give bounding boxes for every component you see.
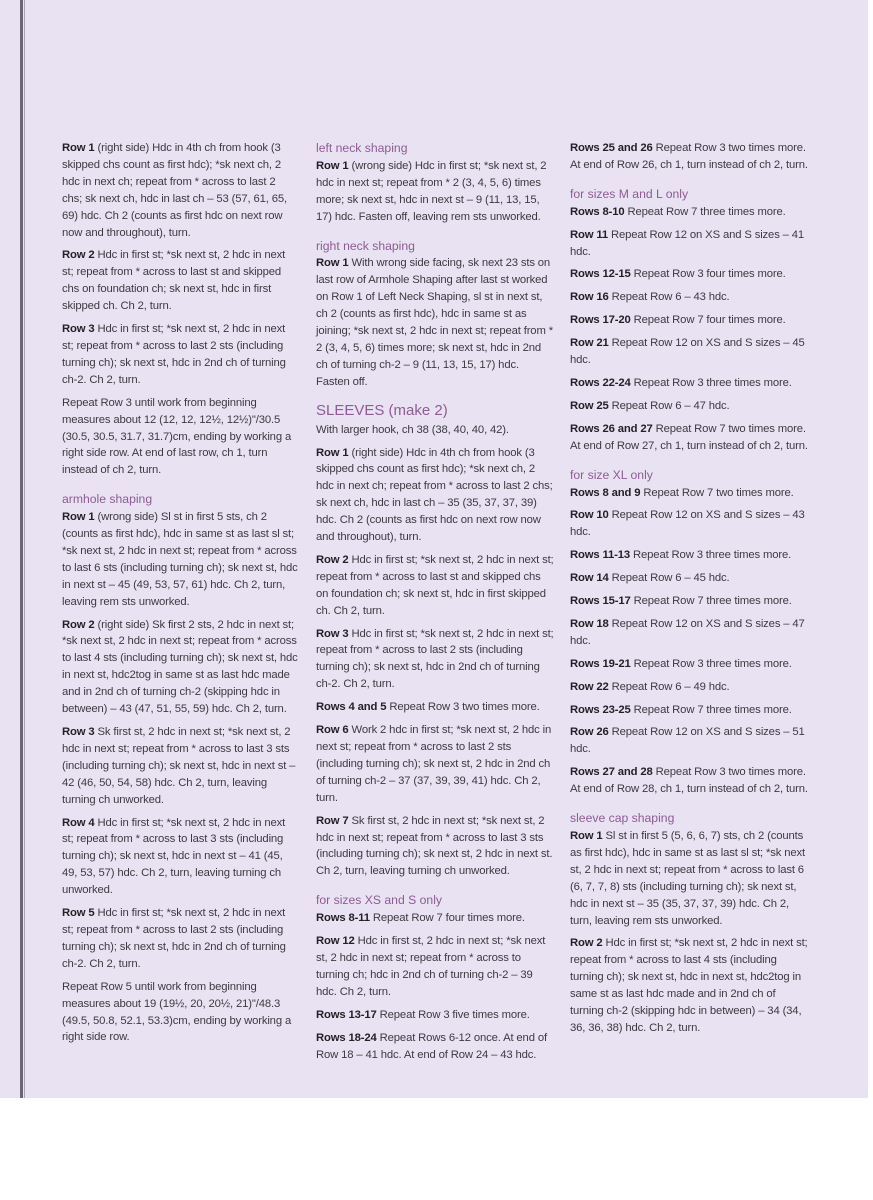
instruction-paragraph	[570, 227, 810, 261]
row-label: Row 1	[316, 257, 349, 270]
instruction-text: With larger hook, ch 38 (38, 40, 40, 42).	[316, 423, 509, 436]
row-label: Row 3	[316, 627, 349, 640]
instruction-paragraph	[316, 722, 554, 807]
column-2	[316, 140, 554, 1069]
section-title: SLEEVES (make 2)	[316, 401, 448, 419]
instruction-text: Repeat Row 12 on XS and S sizes – 41 hdc.	[570, 228, 805, 258]
instruction-text: Work 2 hdc in first st; *sk next st, 2 hdc in next st; repeat from * across to last 2 sts (including turning ch); sk next st, 2 hdc in 2nd ch of turning ch-2 – 37 (37, 39, 39, 41) hdc. Ch 2, turn.	[316, 724, 552, 804]
section-heading: for size XL only	[570, 467, 653, 482]
row-label: Row 1	[316, 446, 349, 459]
row-label: Row 3	[62, 726, 95, 738]
instruction-text: Repeat Row 7 two times more. At end of Row 27, ch 1, turn instead of ch 2, turn.	[570, 422, 808, 452]
instruction-text: Hdc in first st, 2 hdc in next st; *sk next st, 2 hdc in next st; repeat from * across to turning ch; hdc in 2nd ch of turning ch-2 – 39 hdc. Ch 2, turn.	[316, 935, 546, 998]
instruction-text: Repeat Row 7 two times more.	[640, 486, 794, 499]
instruction-paragraph	[62, 321, 298, 389]
instruction-text: (right side) Hdc in 4th ch from hook (3 skipped chs count as first hdc); *sk next ch, 2 hdc in next ch; repeat from * across to last 2 chs; sk next ch, hdc in last ch – 35 (35, 37, 37, 39) hdc. Ch 2 (counts as first hdc on next row now and throughout), turn.	[316, 446, 553, 544]
instruction-paragraph	[62, 247, 298, 315]
row-label: Rows 15-17	[570, 595, 631, 608]
instruction-text: Repeat Row 12 on XS and S sizes – 43 hdc.	[570, 509, 805, 539]
row-label: Row 4	[62, 816, 95, 829]
instruction-paragraph	[570, 828, 810, 929]
row-label: Rows 4 and 5	[316, 701, 387, 714]
row-label: Row 11	[570, 228, 609, 241]
row-label: Rows 26 and 27	[570, 422, 653, 435]
section-heading: armhole shaping	[62, 492, 153, 507]
instruction-paragraph	[62, 509, 298, 610]
row-label: Rows 25 and 26	[570, 142, 653, 154]
instruction-paragraph	[316, 158, 554, 226]
row-label: Row 6	[316, 724, 349, 737]
row-label: Rows 11-13	[570, 549, 631, 562]
instruction-text: (wrong side) Hdc in first st; *sk next st, 2 hdc in next st; repeat from * 2 (3, 4, 5, 6) times more; sk next st, hdc in next st – 9 (11, 13, 15, 17) hdc. Fasten off, leaving rem sts unworked.	[316, 159, 547, 223]
row-label: Row 1	[62, 142, 95, 154]
instruction-paragraph	[570, 140, 810, 174]
section-heading: left neck shaping	[316, 141, 408, 155]
instruction-paragraph	[570, 656, 810, 673]
row-label: Rows 17-20	[570, 314, 631, 327]
instruction-paragraph	[570, 266, 810, 283]
instruction-paragraph	[570, 312, 810, 329]
row-label: Row 5	[62, 907, 95, 920]
instruction-text: Repeat Row 6 – 47 hdc.	[608, 399, 730, 412]
binding-edge	[20, 0, 23, 1098]
row-label: Row 2	[316, 553, 349, 566]
section-heading: for sizes M and L only	[570, 186, 689, 201]
row-label: Row 2	[570, 937, 603, 950]
instruction-text: Repeat Rows 6-12 once. At end of Row 18 – 41 hdc. At end of Row 24 – 43 hdc.	[316, 1031, 547, 1061]
instruction-paragraph	[316, 1030, 554, 1064]
row-label: Rows 8-11	[316, 912, 370, 925]
instruction-paragraph	[570, 935, 810, 1036]
section-heading: for sizes XS and S only	[316, 893, 442, 908]
instruction-paragraph	[570, 204, 810, 221]
instruction-text: Hdc in first st; *sk next st, 2 hdc in next st; repeat from * across to last st and skipped chs on foundation ch; sk next st, hdc in first skipped ch. Ch 2, turn.	[316, 553, 554, 617]
instruction-text: Hdc in first st; *sk next st, 2 hdc in next st; repeat from * across to last 2 sts (including turning ch); sk next st, hdc in 2nd ch of turning ch-2. Ch 2, turn.	[62, 323, 286, 386]
instruction-text: Repeat Row 6 – 45 hdc.	[608, 572, 730, 585]
row-label: Rows 13-17	[316, 1008, 377, 1021]
instruction-paragraph	[62, 140, 298, 241]
instruction-text: Repeat Row 3 two times more. At end of Row 26, ch 1, turn instead of ch 2, turn.	[570, 142, 808, 171]
row-label: Row 10	[570, 509, 609, 522]
row-label: Row 22	[570, 680, 609, 693]
instruction-paragraph	[316, 626, 554, 694]
instruction-paragraph	[570, 702, 810, 719]
row-label: Row 26	[570, 726, 609, 739]
instruction-text: Sl st in first 5 (5, 6, 6, 7) sts, ch 2 (counts as first hdc), hdc in same st as last sl st; *sk next st, 2 hdc in next st; repeat from * across to last 6 (6, 7, 7, 8) sts (including turning ch); sk next st, hdc in next st – 35 (35, 37, 37, 39) hdc. Ch 2, turn, leaving rem sts unworked.	[570, 830, 806, 927]
instruction-text: Repeat Row 3 until work from beginning measures about 12 (12, 12, 12½, 12½)"/30.5 (30.5, 30.5, 31.7, 31.7)cm, ending by working a right side row. At end of last row, ch 1, turn instead of ch 2, turn.	[62, 396, 292, 477]
instruction-text: (wrong side) Sl st in first 5 sts, ch 2 (counts as first hdc), hdc in same st as last sl st; *sk next st, 2 hdc in next st; repeat from * across to last 6 sts (including turning ch); sk next st, hdc in next st – 45 (49, 53, 57, 61) hdc. Ch 2, turn, leaving rem sts unworked.	[62, 511, 298, 608]
instruction-paragraph	[62, 905, 298, 973]
row-label: Rows 27 and 28	[570, 766, 653, 779]
instruction-text: Repeat Row 6 – 43 hdc.	[608, 291, 730, 304]
instruction-text: Repeat Row 3 three times more.	[630, 549, 792, 562]
column-1	[62, 140, 298, 1052]
instruction-text: Repeat Row 12 on XS and S sizes – 51 hdc.	[570, 726, 805, 756]
row-label: Rows 8-10	[570, 205, 625, 218]
instruction-paragraph	[570, 679, 810, 696]
instruction-text: Repeat Row 12 on XS and S sizes – 47 hdc.	[570, 617, 805, 647]
instruction-text: Repeat Row 3 two times more. At end of Row 28, ch 1, turn instead of ch 2, turn.	[570, 766, 808, 796]
row-label: Rows 23-25	[570, 703, 631, 716]
instruction-paragraph	[316, 255, 554, 390]
instruction-paragraph	[570, 724, 810, 758]
row-label: Row 2	[62, 618, 95, 631]
row-label: Row 25	[570, 399, 609, 412]
instruction-paragraph	[570, 398, 810, 415]
instruction-paragraph	[62, 815, 298, 900]
instruction-text: Hdc in first st; *sk next st, 2 hdc in next st; repeat from * across to last 2 sts (including turning ch); sk next st, hdc in 2nd ch of turning ch-2. Ch 2, turn.	[316, 627, 554, 691]
instruction-text: Repeat Row 3 three times more.	[630, 657, 792, 670]
instruction-text: Hdc in first st; *sk next st, 2 hdc in next st; repeat from * across to last 3 sts (including turning ch); sk next st, hdc in next st – 41 (45, 49, 53, 57) hdc. Ch 2, turn, leaving turning ch unworked.	[62, 816, 286, 897]
instruction-text: Repeat Row 7 three times more.	[624, 205, 786, 218]
instruction-text: Repeat Row 6 – 49 hdc.	[608, 680, 730, 693]
instruction-paragraph	[316, 1007, 554, 1024]
instruction-text: Repeat Row 7 four times more.	[369, 912, 525, 925]
row-label: Row 1	[316, 159, 349, 172]
row-label: Row 16	[570, 291, 609, 304]
section-heading: sleeve cap shaping	[570, 811, 675, 826]
instruction-paragraph	[316, 933, 554, 1001]
instruction-text: Repeat Row 3 three times more.	[630, 376, 792, 389]
instruction-paragraph	[570, 570, 810, 587]
instruction-text: Repeat Row 7 three times more.	[630, 595, 792, 608]
instruction-paragraph	[62, 395, 298, 480]
row-label: Row 2	[62, 249, 95, 262]
instruction-paragraph	[62, 617, 298, 718]
instruction-paragraph	[570, 547, 810, 564]
instruction-text: Repeat Row 3 two times more.	[386, 701, 540, 714]
row-label: Rows 18-24	[316, 1031, 377, 1044]
instruction-text: Hdc in first st; *sk next st, 2 hdc in next st; repeat from * across to last st and skipped chs on foundation ch; sk next st, hdc in first skipped ch. Ch 2, turn.	[62, 249, 286, 313]
row-label: Row 12	[316, 935, 355, 948]
instruction-paragraph	[62, 724, 298, 809]
instruction-paragraph	[570, 764, 810, 798]
instruction-paragraph	[316, 552, 554, 620]
instruction-paragraph	[570, 485, 810, 502]
instruction-text: (right side) Hdc in 4th ch from hook (3 skipped chs count as first hdc); *sk next ch, 2 hdc in next ch; repeat from * across to last 2 chs; sk next ch, hdc in last ch – 53 (57, 61, 65, 69) hdc. Ch 2 (counts as first hdc on next row now and throughout), turn.	[62, 142, 287, 239]
row-label: Row 3	[62, 323, 95, 336]
instruction-text: Repeat Row 12 on XS and S sizes – 45 hdc.	[570, 337, 805, 367]
instruction-paragraph	[570, 593, 810, 610]
binding-edge-shadow	[24, 0, 25, 1098]
instruction-paragraph	[316, 699, 554, 716]
instruction-paragraph	[570, 289, 810, 306]
instruction-text: Repeat Row 7 four times more.	[630, 314, 786, 327]
row-label: Rows 22-24	[570, 376, 631, 389]
instruction-paragraph	[570, 335, 810, 369]
row-label: Rows 12-15	[570, 268, 631, 281]
instruction-text: With wrong side facing, sk next 23 sts on last row of Armhole Shaping after last st worked on Row 1 of Left Neck Shaping, sl st in next st, ch 2 (counts as first hdc), hdc in same st as joining; *sk next st, 2 hdc in next st; repeat from * 2 (3, 4, 5, 6) times more; sk next st, hdc in 2nd ch of turning ch-2 – 9 (11, 13, 15, 17) hdc. Fasten off.	[316, 257, 553, 388]
row-label: Row 7	[316, 814, 349, 827]
instruction-paragraph	[316, 910, 554, 927]
row-label: Rows 8 and 9	[570, 486, 641, 499]
row-label: Row 1	[570, 830, 603, 842]
row-label: Row 21	[570, 337, 609, 350]
section-heading: right neck shaping	[316, 238, 415, 253]
instruction-text: Repeat Row 5 until work from beginning measures about 19 (19½, 20, 20½, 21)"/48.3 (49.5, 50.8, 52.1, 53.3)cm, ending by working a right side row.	[62, 980, 292, 1044]
instruction-paragraph	[316, 422, 554, 439]
instruction-paragraph	[316, 813, 554, 881]
instruction-paragraph	[570, 507, 810, 541]
instruction-paragraph	[62, 979, 298, 1047]
row-label: Row 1	[62, 511, 95, 524]
instruction-paragraph	[570, 616, 810, 650]
instruction-text: Sk first st, 2 hdc in next st; *sk next st, 2 hdc in next st; repeat from * across to last 3 sts (including turning ch); sk next st, hdc in next st – 42 (46, 50, 54, 58) hdc. Ch 2, turn, leaving turning ch unworked.	[62, 726, 296, 806]
instruction-text: Sk first st, 2 hdc in next st; *sk next st, 2 hdc in next st; repeat from * across to last 3 sts (including turning ch); sk next st, 2 hdc in next st. Ch 2, turn, leaving turning ch unworked.	[316, 814, 553, 878]
instruction-paragraph	[570, 375, 810, 392]
instruction-text: (right side) Sk first 2 sts, 2 hdc in next st; *sk next st, 2 hdc in next st; repeat from * across to last 4 sts (including turning ch); sk next st, hdc in next st, hdc2tog in same st as last hdc made and in 2nd ch of turning ch-2 (skipping hdc in between) – 43 (47, 51, 55, 59) hdc. Ch 2, turn.	[62, 618, 298, 716]
instruction-text: Hdc in first st; *sk next st, 2 hdc in next st; repeat from * across to last 4 sts (including turning ch); sk next st, hdc in next st, hdc2tog in same st as last hdc made and in 2nd ch of turning ch-2 (skipping hdc in between) – 34 (34, 36, 36, 38) hdc. Ch 2, turn.	[570, 937, 808, 1034]
instruction-text: Repeat Row 7 three times more.	[630, 703, 792, 716]
row-label: Rows 19-21	[570, 657, 631, 670]
row-label: Row 14	[570, 572, 609, 585]
instruction-text: Repeat Row 3 four times more.	[630, 268, 786, 281]
instruction-text: Repeat Row 3 five times more.	[376, 1008, 530, 1021]
row-label: Row 18	[570, 617, 609, 630]
instruction-paragraph	[316, 445, 554, 546]
instruction-paragraph	[570, 421, 810, 455]
column-3	[570, 140, 810, 1043]
instruction-text: Hdc in first st; *sk next st, 2 hdc in next st; repeat from * across to last 2 sts (including turning ch); sk next st, hdc in 2nd ch of turning ch-2. Ch 2, turn.	[62, 907, 286, 970]
